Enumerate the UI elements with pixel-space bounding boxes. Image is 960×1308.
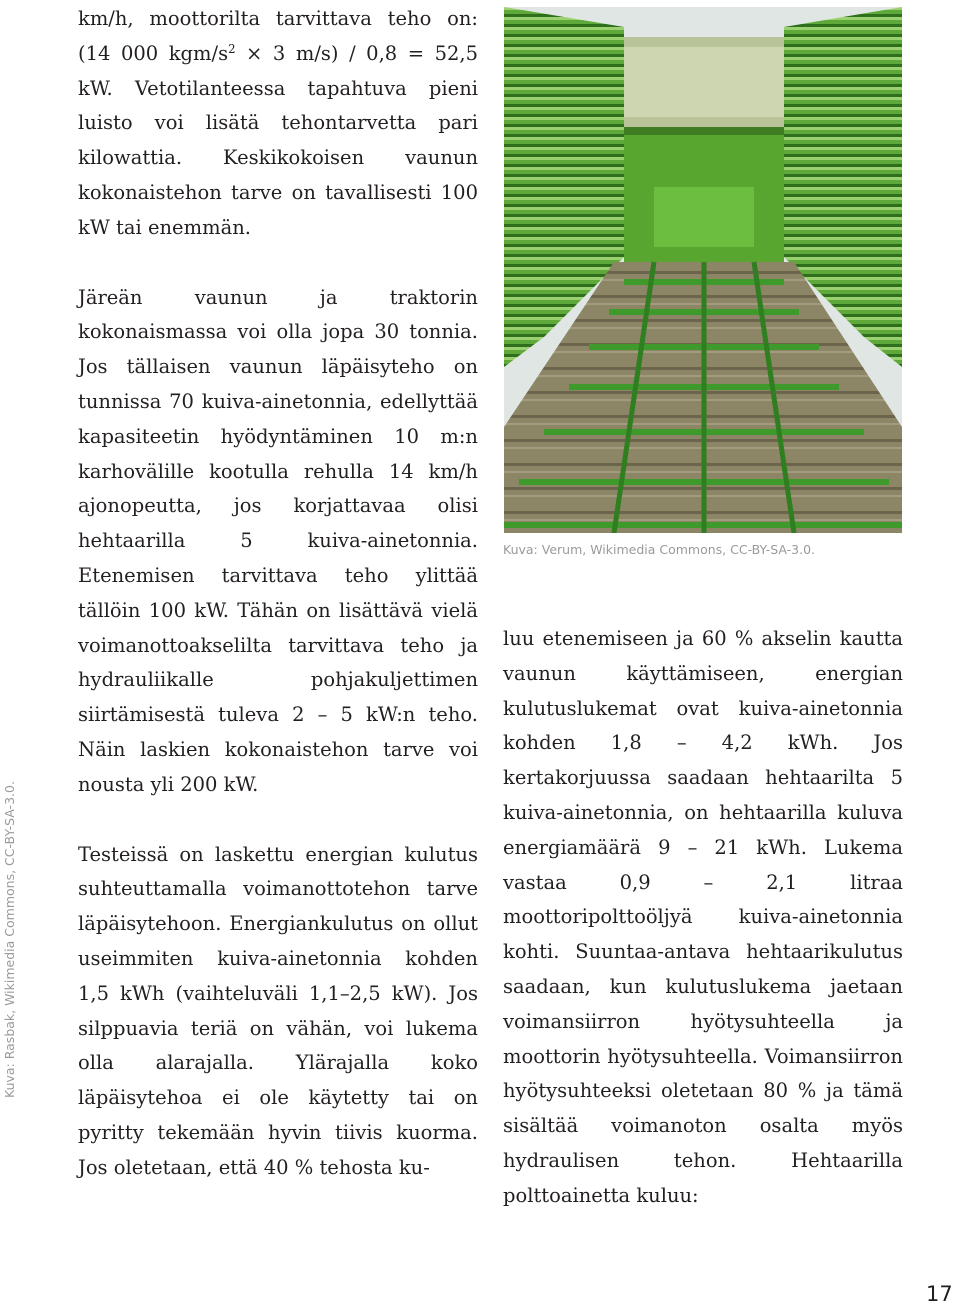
paragraph-power-calculation: [78, 2, 478, 246]
text-run: × 3 m/s) / 0,8 = 52,5 kW. Vetotilanteessa tapahtuva pieni luisto voi lisätä tehontarvetta pari kilowattia. Keskikokoisen vaunun kokonaistehon tarve on tavallisesti 100 kW tai enemmän.: [78, 41, 478, 239]
forage-wagon-illustration: [504, 7, 902, 533]
forage-wagon-photo: [504, 7, 902, 533]
page-number: 17: [926, 1282, 953, 1306]
left-text-column: [78, 2, 478, 1186]
paragraph-energy-tests: Testeissä on laskettu energian kulutus suhteuttamalla voimanottotehon tarve läpäisytehoon. Energiankulutus on ollut useimmiten kuiva-ainetonnia kohden 1,5 kWh (vaihteluväli 1,1–2,5 kW). Jos silppuavia teriä on vähän, voi lukema olla alarajalla. Ylärajalla koko läpäisytehoa ei ole käytetty tai on pyritty tekemään hyvin tiivis kuorma. Jos oletetaan, että 40 % tehosta ku-: [78, 842, 478, 1179]
side-credit-wrapper: [0, 0, 17, 1098]
paragraph-heavy-wagon: Järeän vaunun ja traktorin kokonaismassa voi olla jopa 30 tonnia. Jos tällaisen vaunun läpäisyteho on tunnissa 70 kuiva-ainetonnia, edellyttää kapasiteetin hyödyntäminen 10 m:n karhovälille kootulla rehulla 14 km/h ajonopeutta, jos korjattavaa olisi hehtaarilla 5 kuiva-ainetonnia. Etenemisen tarvittava teho ylittää tällöin 100 kW. Tähän on lisättävä vielä voimanottoakselilta tarvittava teho ja hydrauliikalle pohjakuljettimen siirtämisestä tuleva 2 – 5 kW:n teho. Näin laskien kokonaistehon tarve voi nousta yli 200 kW.: [78, 285, 478, 796]
paragraph-energy-per-hectare: luu etenemiseen ja 60 % akselin kautta vaunun käyttämiseen, energian kulutuslukemat ovat kuiva-ainetonnia kohden 1,8 – 4,2 kWh. Jos kertakorjuussa saadaan hehtaarilta 5 kuiva-ainetonnia, on hehtaarilla kuluva energiamäärä 9 – 21 kWh. Lukema vastaa 0,9 – 2,1 litraa moottoripolttoöljyä kuiva-ainetonnia kohti. Suuntaa-antava hehtaarikulutus saadaan, kun kulutuslukema jaetaan voimansiirron hyötysuhteella ja moottorin hyötysuhteella. Voimansiirron hyötysuhteeksi oletetaan 80 % ja tämä sisältää voimanoton osalta myös hydraulisen tehon. Hehtaarilla polttoainetta kuluu:: [503, 627, 903, 1207]
photo-caption: Kuva: Verum, Wikimedia Commons, CC-BY-SA-3.0.: [503, 542, 816, 557]
superscript: 2: [228, 41, 236, 56]
text-run: km/h, moottorilta tarvittava teho on: (14 000 kgm/s: [78, 7, 478, 65]
side-photo-credit: Kuva: Rasbak, Wikimedia Commons, CC-BY-SA-3.0.: [2, 781, 17, 1098]
right-text-column: [503, 622, 903, 1214]
